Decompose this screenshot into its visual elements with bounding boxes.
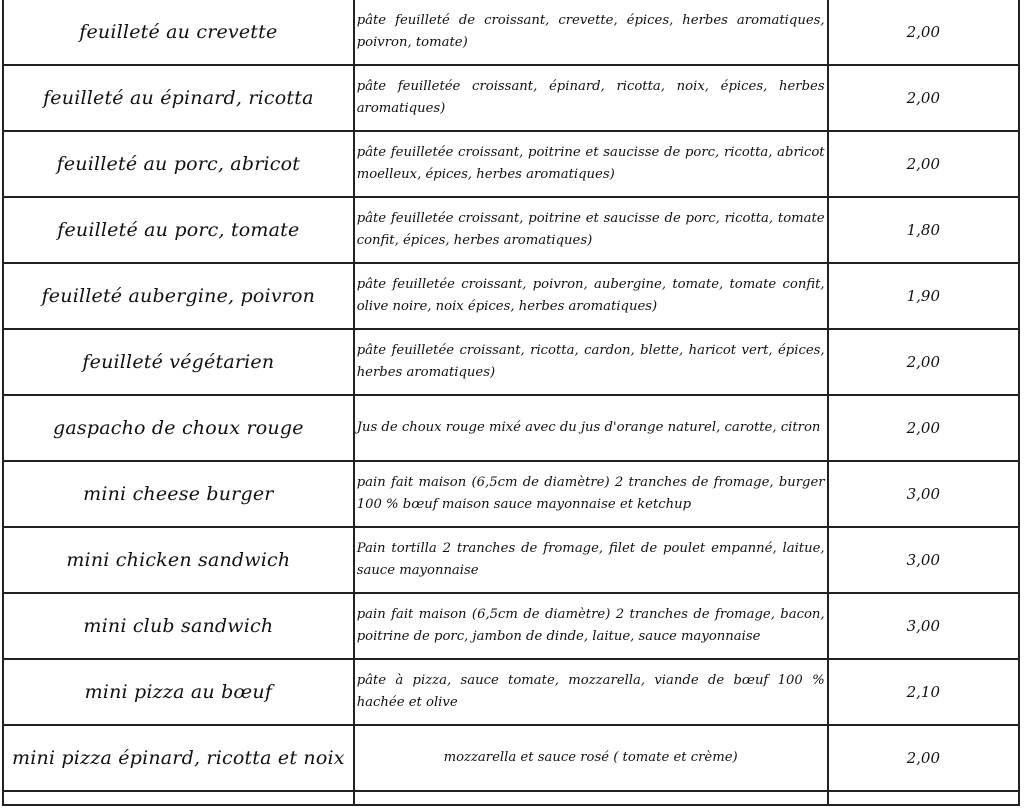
item-description: pâte feuilletée croissant, poitrine et saucisse de porc, ricotta, tomate confit, épices, herbes aromatiques) bbox=[354, 197, 828, 263]
table-row bbox=[3, 329, 1019, 395]
empty-cell bbox=[354, 791, 828, 805]
item-name: feuilleté au épinard, ricotta bbox=[3, 65, 354, 131]
item-description: Pain tortilla 2 tranches de fromage, filet de poulet empanné, laitue, sauce mayonnaise bbox=[354, 527, 828, 593]
item-name: feuilleté au crevette bbox=[3, 0, 354, 65]
table-row bbox=[3, 725, 1019, 791]
item-price: 1,80 bbox=[828, 197, 1019, 263]
item-description: pâte feuilletée croissant, épinard, ricotta, noix, épices, herbes aromatiques) bbox=[354, 65, 828, 131]
item-price: 2,00 bbox=[828, 725, 1019, 791]
item-name: feuilleté au porc, tomate bbox=[3, 197, 354, 263]
empty-cell bbox=[828, 791, 1019, 805]
item-price: 2,00 bbox=[828, 329, 1019, 395]
item-name: mini pizza épinard, ricotta et noix bbox=[3, 725, 354, 791]
item-price: 3,00 bbox=[828, 461, 1019, 527]
table-row bbox=[3, 65, 1019, 131]
item-name: mini cheese burger bbox=[3, 461, 354, 527]
item-name: feuilleté au porc, abricot bbox=[3, 131, 354, 197]
table-row bbox=[3, 263, 1019, 329]
table-row-partial bbox=[3, 791, 1019, 805]
item-description: pâte feuilleté de croissant, crevette, épices, herbes aromatiques, poivron, tomate) bbox=[354, 0, 828, 65]
item-name: gaspacho de choux rouge bbox=[3, 395, 354, 461]
item-price: 3,00 bbox=[828, 527, 1019, 593]
empty-cell bbox=[3, 791, 354, 805]
table-row bbox=[3, 461, 1019, 527]
item-price: 2,10 bbox=[828, 659, 1019, 725]
table-row bbox=[3, 527, 1019, 593]
item-price: 3,00 bbox=[828, 593, 1019, 659]
menu-table bbox=[2, 0, 1020, 806]
item-description: pâte feuilletée croissant, ricotta, cardon, blette, haricot vert, épices, herbes aromatiques) bbox=[354, 329, 828, 395]
item-name: feuilleté aubergine, poivron bbox=[3, 263, 354, 329]
item-description: pâte feuilletée croissant, poitrine et saucisse de porc, ricotta, abricot moelleux, épices, herbes aromatiques) bbox=[354, 131, 828, 197]
item-name: mini pizza au bœuf bbox=[3, 659, 354, 725]
item-price: 1,90 bbox=[828, 263, 1019, 329]
item-description: pain fait maison (6,5cm de diamètre) 2 tranches de fromage, burger 100 % bœuf maison sauce mayonnaise et ketchup bbox=[354, 461, 828, 527]
item-description: Jus de choux rouge mixé avec du jus d'orange naturel, carotte, citron bbox=[354, 395, 828, 461]
item-price: 2,00 bbox=[828, 65, 1019, 131]
table-row bbox=[3, 131, 1019, 197]
item-description: pâte feuilletée croissant, poivron, aubergine, tomate, tomate confit, olive noire, noix épices, herbes aromatiques) bbox=[354, 263, 828, 329]
table-row bbox=[3, 659, 1019, 725]
item-name: mini club sandwich bbox=[3, 593, 354, 659]
item-description: mozzarella et sauce rosé ( tomate et crème) bbox=[354, 725, 828, 791]
table-row bbox=[3, 0, 1019, 65]
item-price: 2,00 bbox=[828, 395, 1019, 461]
table-row bbox=[3, 197, 1019, 263]
item-description: pain fait maison (6,5cm de diamètre) 2 tranches de fromage, bacon, poitrine de porc, jambon de dinde, laitue, sauce mayonnaise bbox=[354, 593, 828, 659]
table-row bbox=[3, 395, 1019, 461]
item-description: pâte à pizza, sauce tomate, mozzarella, viande de bœuf 100 % hachée et olive bbox=[354, 659, 828, 725]
item-price: 2,00 bbox=[828, 131, 1019, 197]
item-price: 2,00 bbox=[828, 0, 1019, 65]
item-name: feuilleté végétarien bbox=[3, 329, 354, 395]
table-row bbox=[3, 593, 1019, 659]
item-name: mini chicken sandwich bbox=[3, 527, 354, 593]
